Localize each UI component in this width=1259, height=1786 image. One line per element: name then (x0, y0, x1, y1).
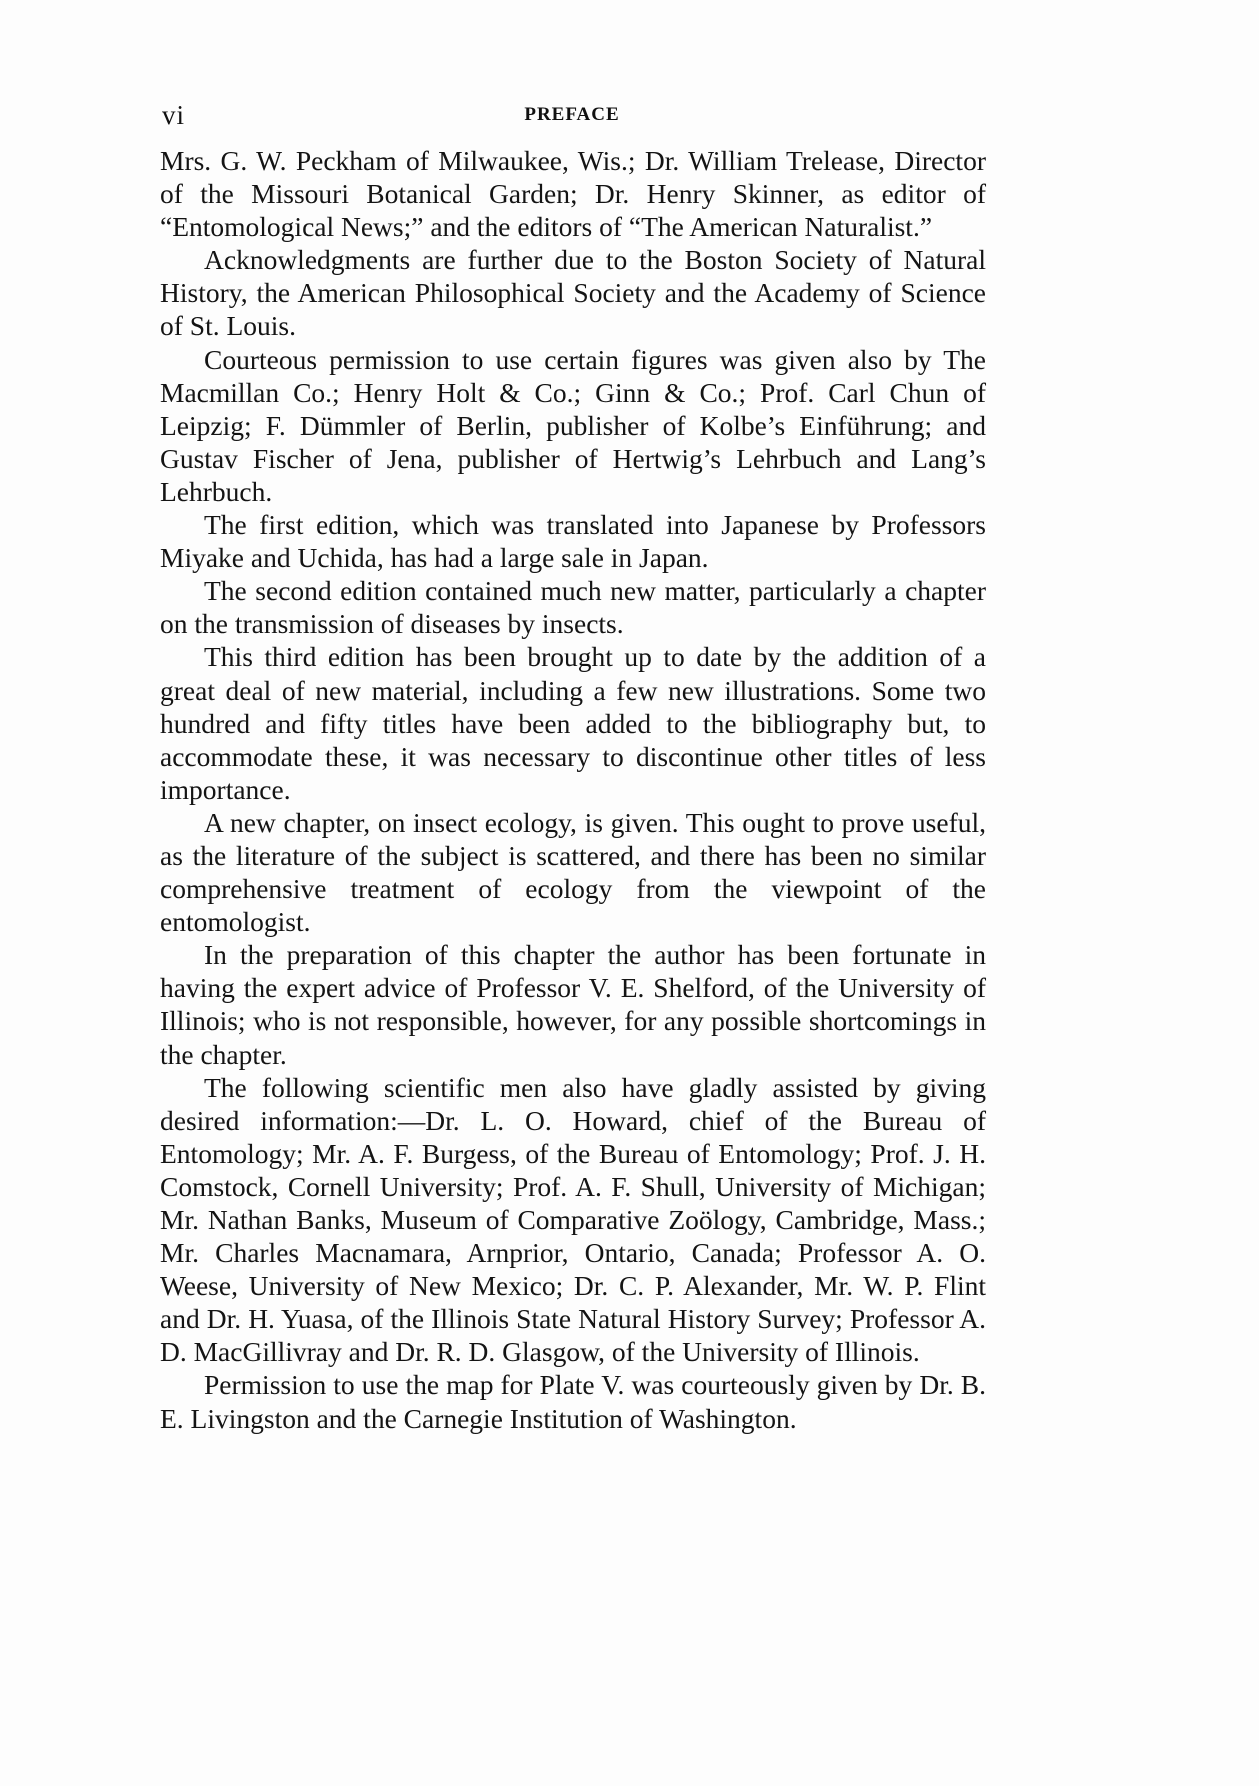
paragraph-continued: Mrs. G. W. Peckham of Milwaukee, Wis.; Dr. William Trelease, Director of the Missouri Botanical Garden; Dr. Henry Skinner, as editor of “Entomological News;” and the editors of “The American Naturalist.” (160, 145, 986, 243)
running-head (162, 100, 982, 136)
paragraph: Courteous permission to use certain figures was given also by The Macmillan Co.; Henry Holt & Co.; Ginn & Co.; Prof. Carl Chun of Leipzig; F. Dümmler of Berlin, publisher of Kolbe’s Einführung; and Gustav Fischer of Jena, publisher of Hertwig’s Lehrbuch and Lang’s Lehrbuch. (160, 343, 986, 507)
paragraph: The second edition contained much new matter, particularly a chapter on the transmission of diseases by insects. (160, 575, 986, 640)
paragraph: The following scientific men also have gladly assisted by giving desired information:—Dr. L. O. Howard, chief of the Bureau of Entomology; Mr. A. F. Burgess, of the Bureau of Entomology; Prof. J. H. Comstock, Cornell University; Prof. A. F. Shull, University of Michigan; Mr. Nathan Banks, Museum of Comparative Zoölogy, Cambridge, Mass.; Mr. Charles Macnamara, Arnprior, Ontario, Canada; Professor A. O. Weese, University of New Mexico; Dr. C. P. Alexander, Mr. W. P. Flint and Dr. H. Yuasa, of the Illinois State Natural History Survey; Professor A. D. MacGillivray and Dr. R. D. Glasgow, of the University of Illinois. (160, 1071, 986, 1368)
running-head-title: PREFACE (524, 104, 620, 125)
preface-body (160, 144, 986, 1435)
paragraph: A new chapter, on insect ecology, is given. This ought to prove useful, as the literature of the subject is scattered, and there has been no similar comprehensive treatment of ecology from the viewpoint of the entomologist. (160, 806, 986, 938)
paragraph: In the preparation of this chapter the author has been fortunate in having the expert advice of Professor V. E. Shelford, of the University of Illinois; who is not responsible, however, for any possible shortcomings in the chapter. (160, 939, 986, 1070)
page-number: vi (162, 100, 186, 130)
paragraph: Permission to use the map for Plate V. was courteously given by Dr. B. E. Livingston and the Carnegie Institution of Washington. (160, 1369, 986, 1434)
paragraph: This third edition has been brought up to date by the addition of a great deal of new material, including a few new illustrations. Some two hundred and fifty titles have been added to the bibliography but, to accommodate these, it was necessary to discontinue other titles of less importance. (160, 641, 986, 805)
paragraph: The first edition, which was translated into Japanese by Professors Miyake and Uchida, has had a large sale in Japan. (160, 509, 986, 574)
paragraph: Acknowledgments are further due to the Boston Society of Natural History, the American Philosophical Society and the Academy of Science of St. Louis. (160, 244, 986, 342)
